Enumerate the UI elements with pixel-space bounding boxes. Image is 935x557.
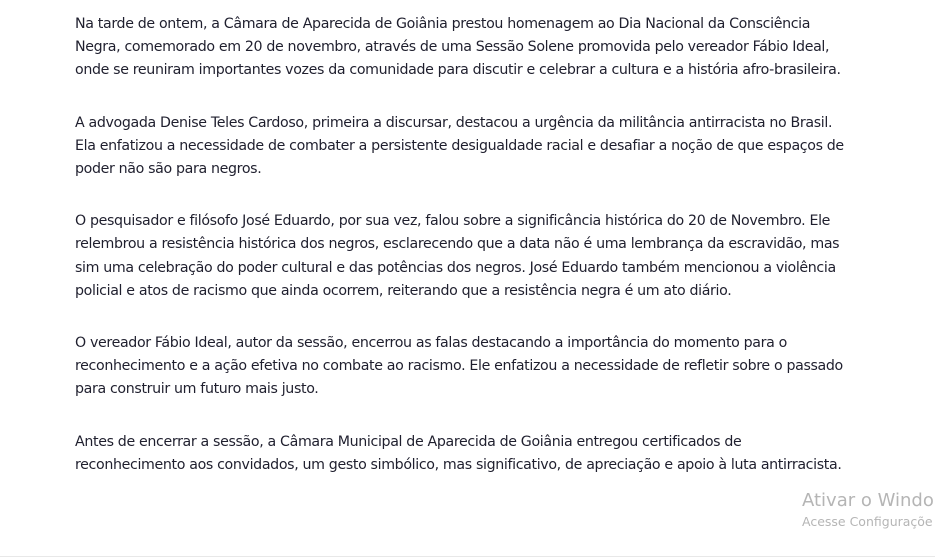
article-paragraph-3: O pesquisador e filósofo José Eduardo, por sua vez, falou sobre a significância histórica do 20 de Novembro. Ele relembrou a resistência histórica dos negros, esclarecendo que a data não é uma lembrança da escravidão, mas sim uma celebração do poder cultural e das potências dos negros. José Eduardo também mencionou a violência policial e atos de racismo que ainda ocorrem, reiterando que a resistência negra é um ato diário. bbox=[75, 213, 840, 299]
watermark-subtitle: Acesse Configuraçõe bbox=[802, 514, 933, 529]
watermark-title: Ativar o Windo bbox=[802, 490, 934, 511]
article-paragraph-1: Na tarde de ontem, a Câmara de Aparecida de Goiânia prestou homenagem ao Dia Nacional da Consciência Negra, comemorado em 20 de novembro, através de uma Sessão Solene promovida pelo vereador Fábio Ideal, onde se reuniram importantes vozes da comunidade para discutir e celebrar a cultura e a história afro-brasileira. bbox=[75, 16, 841, 79]
article-paragraph-5: Antes de encerrar a sessão, a Câmara Municipal de Aparecida de Goiânia entregou certificados de reconhecimento aos convidados, um gesto simbólico, mas significativo, de apreciação e apoio à luta antirracista. bbox=[75, 433, 842, 473]
article-body bbox=[75, 13, 855, 506]
article-paragraph-4: O vereador Fábio Ideal, autor da sessão, encerrou as falas destacando a importância do momento para o reconhecimento e a ação efetiva no combate ao racismo. Ele enfatizou a necessidade de refletir sobre o passado para construir um futuro mais justo. bbox=[75, 335, 843, 398]
article-paragraph-2: A advogada Denise Teles Cardoso, primeira a discursar, destacou a urgência da militância antirracista no Brasil. Ela enfatizou a necessidade de combater a persistente desigualdade racial e desafiar a noção de que espaços de poder não são para negros. bbox=[75, 114, 844, 178]
windows-activation-watermark bbox=[802, 489, 935, 531]
